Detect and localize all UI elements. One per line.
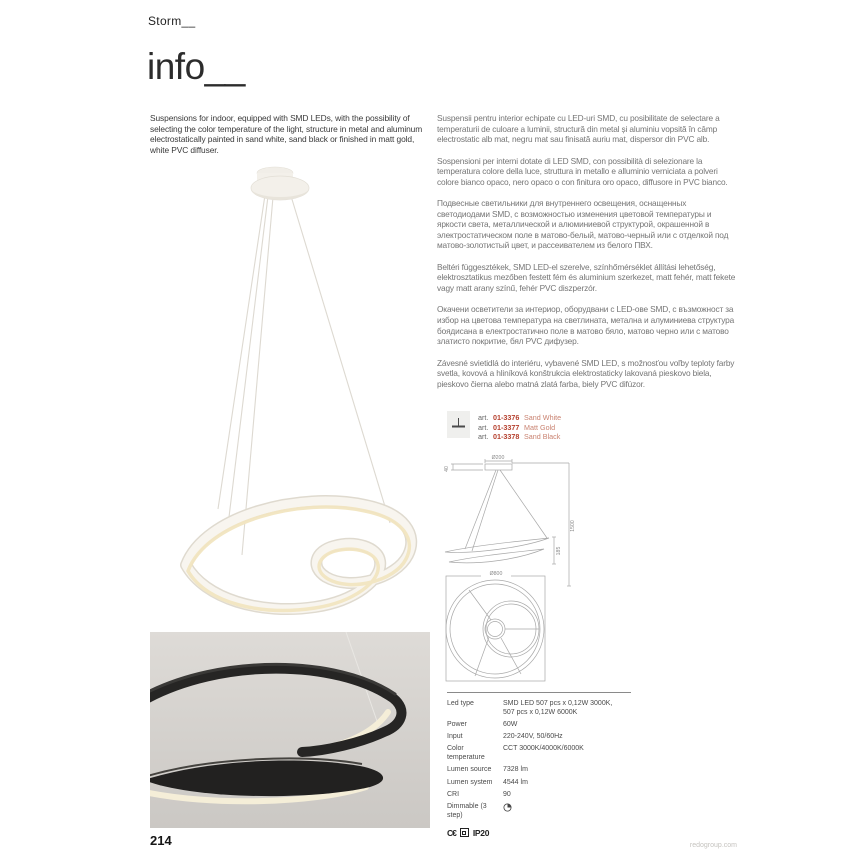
spec-row-dimmable: Dimmable (3 step): [447, 803, 643, 821]
dim-canopy-height: 40: [444, 466, 450, 472]
spec-row-color-temperature: Color temperature CCT 3000K/4000K/6000K: [447, 745, 584, 762]
article-code: 01-3377: [493, 422, 520, 432]
article-label: art.: [478, 413, 489, 422]
ip-rating: IP20: [472, 827, 490, 838]
description-english: Suspensions for indoor, equipped with SMD LEDs, with the possibility of selecting the color temperature of the light, structure in metal and aluminum electrostatically painted in sand white, sand black or finished in matt gold, white PVC diffuser.: [150, 113, 423, 155]
spec-row-lumen-system: Lumen system 4544 lm: [447, 778, 528, 786]
page-number: 214: [150, 833, 172, 848]
spec-row-led-type: Led type SMD LED 507 pcs x 0,12W 3000K, 507 pcs x 0,12W 6000K: [447, 700, 613, 716]
description-slovak: Závesné svietidlá do interiéru, vybavené SMD LED, s možnosťou voľby teploty farby svetla, kovová a hliníková konštrukcia elektrostaticky lakovaná pieskovo biela, pieskovo čierna alebo matná zlatá farba, biely PVC difúzor.: [437, 357, 735, 389]
spec-row-cri: CRI 90: [447, 790, 511, 798]
product-photo-black-pendant: [150, 632, 430, 828]
article-row: [478, 423, 561, 433]
description-bulgarian: Окачени осветители за интериор, оборудвани с LED-ове SMD, с възможност за избор на цветова температура на светлината, метална и алуминиева структура бoядисана в електростатично поле в матово бяло, матово черно или с матово златисто покритие, бял PVC дифузер.: [437, 304, 735, 347]
article-code: 01-3376: [493, 413, 520, 422]
spec-row-power: Power 60W: [447, 721, 518, 729]
ce-mark-icon: C€: [447, 827, 456, 838]
article-row: [478, 432, 561, 442]
product-family-name: Storm__: [148, 14, 196, 28]
side-view-drawing: [445, 459, 571, 586]
description-translations: [437, 113, 738, 400]
page-title: info__: [147, 46, 245, 87]
website-url: redogroup.com: [689, 842, 737, 849]
article-row: [478, 413, 561, 423]
dimmer-icon: [503, 803, 512, 812]
article-label: art.: [478, 432, 489, 442]
technical-drawing: [437, 450, 602, 695]
top-view-drawing: [446, 576, 545, 681]
description-italian: Sospensioni per interni dotate di LED SMD, con possibilità di selezionare la temperatura colore della luce, struttura in metallo e alluminio verniciata a polveri colore bianco opaco, nero opaco o con finitura oro opaco, diffusore in PVC bianco.: [437, 155, 728, 187]
description-romanian: Suspensii pentru interior echipate cu LED-uri SMD, cu posibilitate de selectare a temperaturii de culoare a luminii, structură din metal și aluminiu vopsită în câmp electrostatic alb mat, negru mat sau finisată auriu mat, dispersor din PVC alb.: [437, 113, 720, 145]
dim-ring-diameter: Ø800: [489, 571, 503, 577]
spec-row-input: Input 220-240V, 50/60Hz: [447, 733, 563, 741]
article-code: 01-3378: [493, 432, 520, 442]
class-ii-icon: [460, 828, 469, 837]
article-list: [447, 411, 561, 442]
spec-table: [447, 692, 643, 838]
spec-divider: [447, 692, 631, 693]
dim-canopy-diameter: Ø200: [491, 455, 505, 461]
spiral-ring-white: [186, 501, 411, 610]
mounting-type-icon: [447, 411, 470, 438]
article-label: art.: [478, 422, 489, 432]
spec-row-lumen-source: Lumen source 7328 lm: [447, 766, 528, 774]
ceiling-canopy: [251, 167, 309, 200]
certification-row: [447, 828, 643, 838]
dim-fixture-height: 185: [556, 546, 562, 556]
article-finish: Matt Gold: [524, 422, 556, 432]
article-finish: Sand White: [524, 413, 562, 422]
article-finish: Sand Black: [524, 432, 561, 442]
description-russian: Подвесные светильники для внутреннего освещения, оснащенных светодиодами SMD, с возможностью изменения цветовой температуры и яркости света, металлической и алюминиевой структурой, окрашенной в электростатическом поле в матово-белый, матово-черный или с отделкой под матово-золотистый цвет, и рассеивателем из белого ПВХ.: [437, 198, 729, 251]
product-photo-white-pendant: [150, 163, 435, 633]
dim-total-height: 1500: [570, 520, 576, 532]
description-hungarian: Beltéri függesztékek, SMD LED-el szerelve, színhőmérséklet állítási lehetőség, elektrosztatikus mezőben festett fém és aluminium szerkezet, matt fehér, matt fekete vagy matt arany színű, fehér PVC diszperzór.: [437, 261, 736, 293]
